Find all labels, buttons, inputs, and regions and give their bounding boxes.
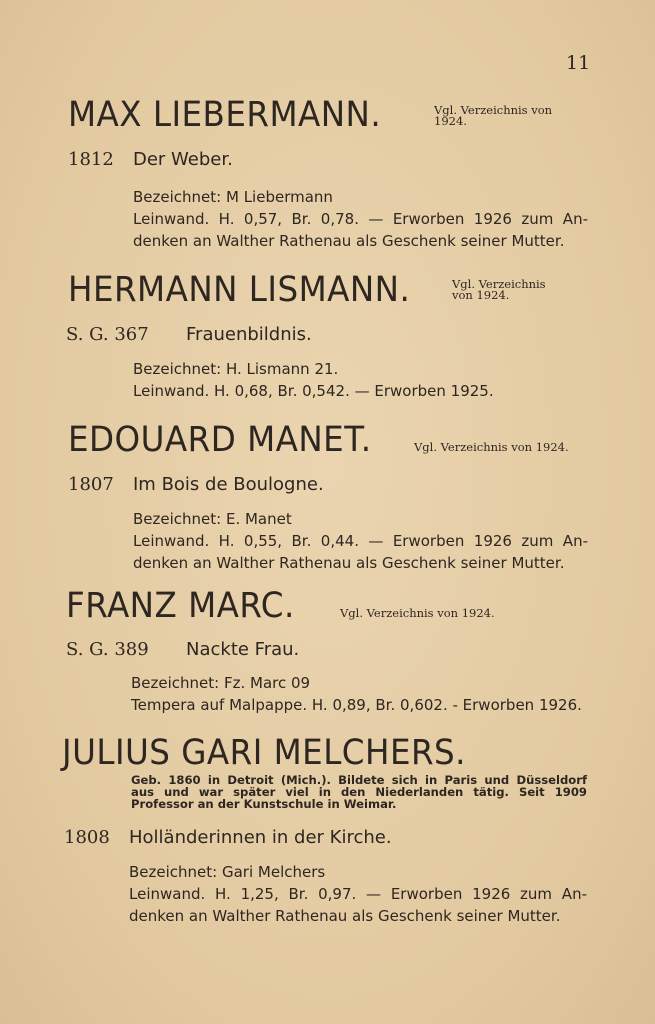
work-title: Nackte Frau. <box>186 639 300 660</box>
work-title: Holländerinnen in der Kirche. <box>129 827 392 848</box>
details-line: denken an Walther Rathenau als Geschenk seiner Mutter. <box>133 232 565 250</box>
page-number: 11 <box>566 52 591 74</box>
bio-line: Professor an der Kunstschule in Weimar. <box>131 797 397 811</box>
details-line: Leinwand. H. 1,25, Br. 0,97. — Erworben 1926 zum An- <box>129 885 587 903</box>
work-details <box>131 672 591 716</box>
artist-note: Vgl. Verzeichnis von 1924. <box>414 440 569 454</box>
details-line: denken an Walther Rathenau als Geschenk seiner Mutter. <box>133 554 565 572</box>
details-line: Tempera auf Malpappe. H. 0,89, Br. 0,602. - Erworben 1926. <box>131 696 582 714</box>
details-line: Leinwand. H. 0,57, Br. 0,78. — Erworben 1926 zum An- <box>133 210 588 228</box>
catalog-number: S. G. 367 <box>66 324 149 345</box>
note-line: 1924. <box>434 114 467 128</box>
note-line: Vgl. Verzeichnis von <box>434 103 553 117</box>
work-title: Im Bois de Boulogne. <box>133 474 324 495</box>
artist-name: FRANZ MARC. <box>66 586 295 626</box>
details-line: Leinwand. H. 0,68, Br. 0,542. — Erworben 1925. <box>133 382 494 400</box>
work-details <box>133 186 588 252</box>
note-line: von 1924. <box>452 288 510 302</box>
signature-line: Bezeichnet: H. Lismann 21. <box>133 360 339 378</box>
artist-name: MAX LIEBERMANN. <box>68 95 382 135</box>
catalog-number: S. G. 389 <box>66 639 149 660</box>
signature-line: Bezeichnet: Fz. Marc 09 <box>131 674 311 692</box>
artist-biography <box>131 774 587 810</box>
note-line: Vgl. Verzeichnis <box>452 277 546 291</box>
signature-line: Bezeichnet: Gari Melchers <box>129 863 326 881</box>
work-details <box>129 861 587 927</box>
bio-line: Geb. 1860 in Detroit (Mich.). Bildete sich in Paris und Düsseldorf <box>131 773 587 787</box>
catalog-number: 1812 <box>68 149 114 170</box>
signature-line: Bezeichnet: M Liebermann <box>133 188 333 206</box>
bio-line: aus und war später viel in den Niederlanden tätig. Seit 1909 <box>131 785 587 799</box>
catalog-number: 1807 <box>68 474 114 495</box>
work-details <box>133 508 588 574</box>
details-line: Leinwand. H. 0,55, Br. 0,44. — Erworben 1926 zum An- <box>133 532 588 550</box>
work-title: Der Weber. <box>133 149 233 170</box>
artist-name: JULIUS GARI MELCHERS. <box>62 733 466 773</box>
artist-note <box>434 105 590 127</box>
details-line: denken an Walther Rathenau als Geschenk seiner Mutter. <box>129 907 561 925</box>
work-title: Frauenbildnis. <box>186 324 312 345</box>
artist-note: Vgl. Verzeichnis von 1924. <box>340 606 495 620</box>
catalog-number: 1808 <box>64 827 110 848</box>
work-details <box>133 358 588 402</box>
signature-line: Bezeichnet: E. Manet <box>133 510 292 528</box>
artist-name: EDOUARD MANET. <box>68 420 372 460</box>
artist-note <box>452 279 546 301</box>
artist-name: HERMANN LISMANN. <box>68 270 411 310</box>
